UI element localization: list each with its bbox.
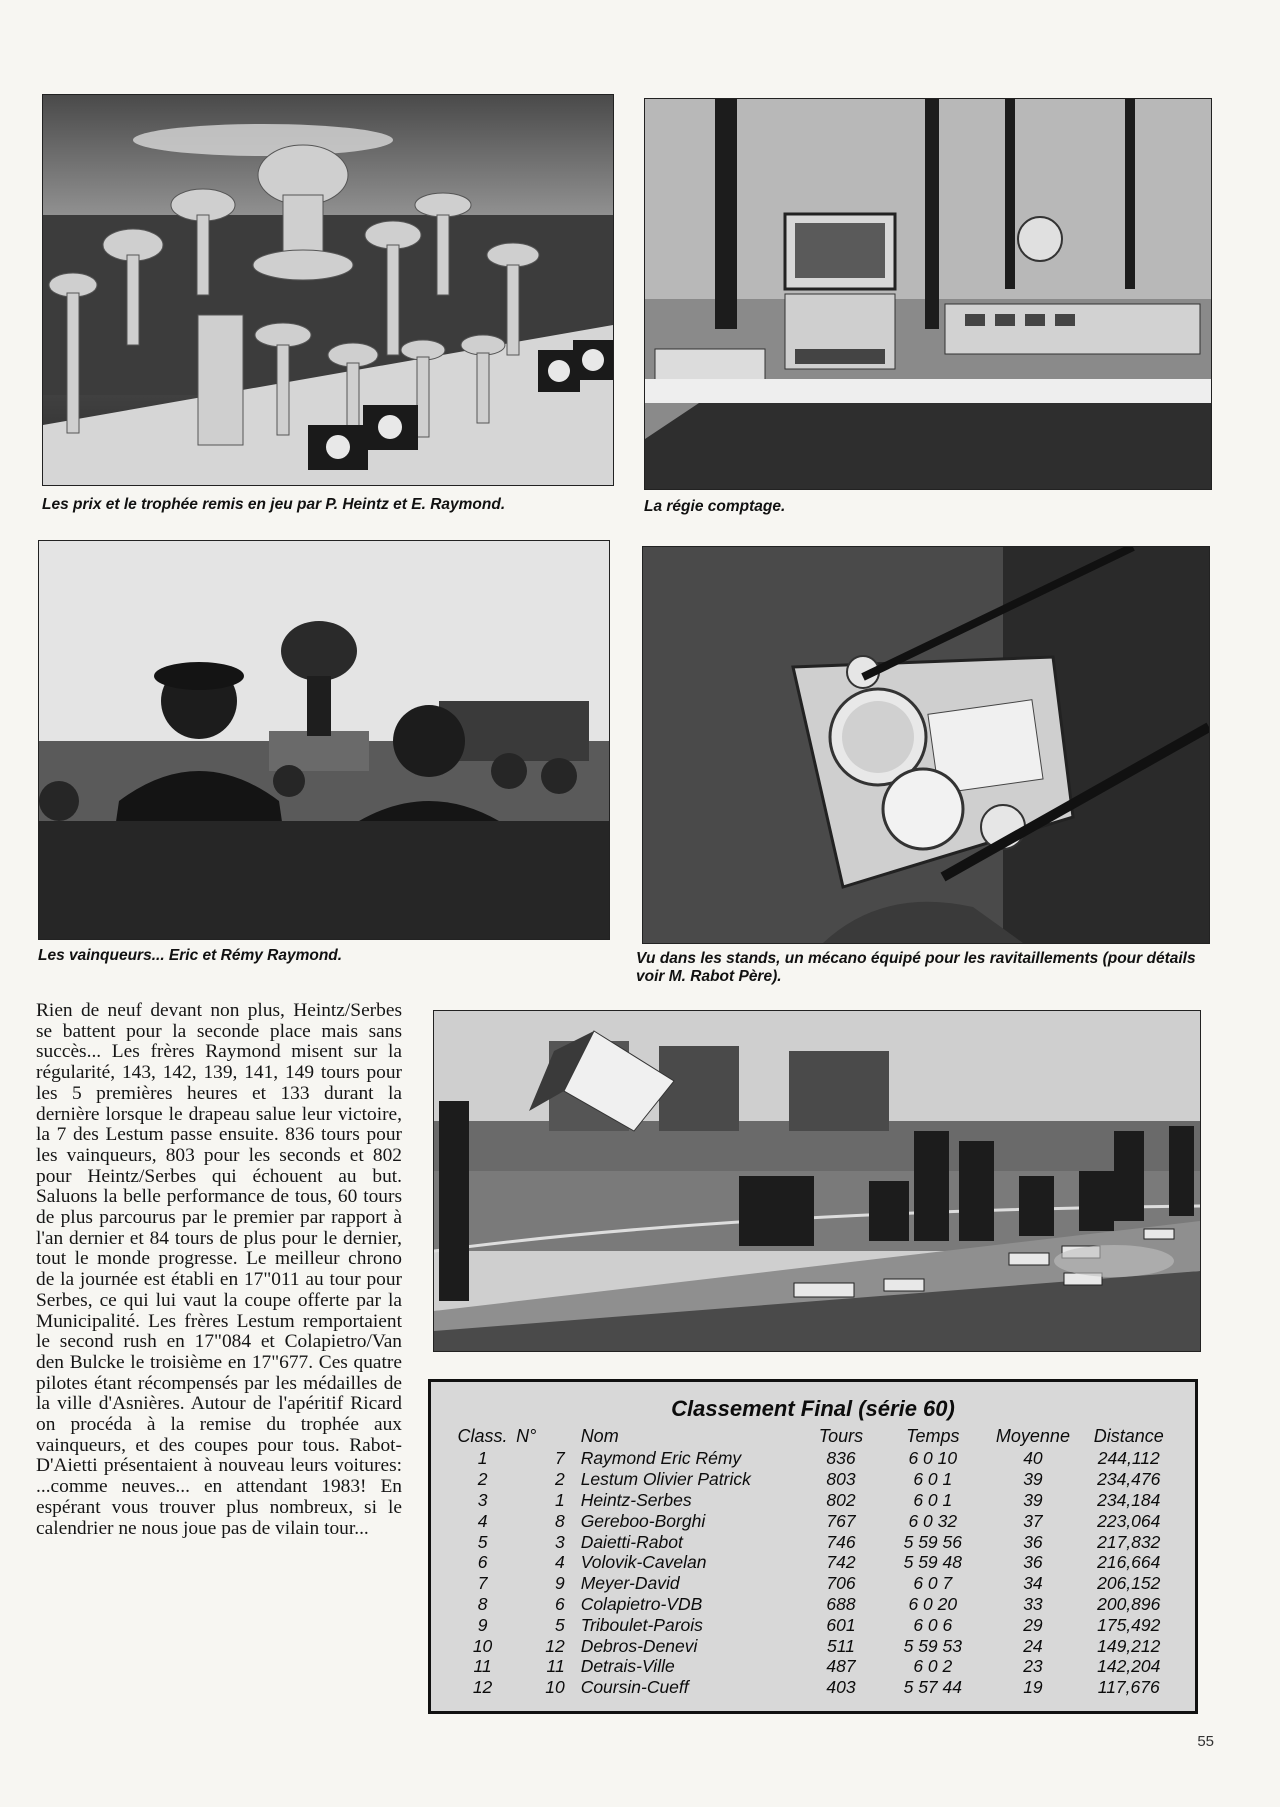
cell-class: 7 xyxy=(477,1573,488,1594)
cell-tours: 487 xyxy=(826,1656,856,1677)
cell-temps: 5 57 44 xyxy=(903,1677,962,1698)
table-row xyxy=(449,1469,1179,1490)
cell-temps: 6 0 20 xyxy=(908,1593,958,1614)
cell-name: Volovik-Cavelan xyxy=(580,1552,707,1573)
cell-tours: 767 xyxy=(826,1510,856,1531)
cell-no: 8 xyxy=(554,1510,565,1531)
cell-name: Debros-Denevi xyxy=(580,1635,698,1656)
cell-name: Raymond Eric Rémy xyxy=(580,1448,742,1469)
table-row xyxy=(449,1531,1179,1552)
cell-temps: 6 0 7 xyxy=(913,1573,953,1594)
cell-tours: 802 xyxy=(826,1489,856,1510)
cell-no: 4 xyxy=(554,1552,565,1573)
cell-temps: 6 0 32 xyxy=(908,1510,958,1531)
header-name: Nom xyxy=(580,1425,619,1446)
table-row xyxy=(449,1635,1179,1656)
cell-distance: 117,676 xyxy=(1097,1677,1160,1698)
header-tours: Tours xyxy=(818,1425,864,1446)
cell-class: 4 xyxy=(477,1510,488,1531)
header-temps: Temps xyxy=(906,1425,960,1446)
cell-tours: 742 xyxy=(826,1552,856,1573)
cell-class: 10 xyxy=(472,1635,493,1656)
caption-regie: La régie comptage. xyxy=(644,498,786,515)
article-body: Rien de neuf devant non plus, Heintz/Serbes se battent pour la seconde place mais sans succès... Les frères Raymond misent sur la régularité, 143, 142, 139, 141, 149 tours pour les 5 premières heures et 133 durant la dernière lorsque le drapeau salue leur victoire, la 7 des Lestum passe ensuite. 836 tours pour les vainqueurs, 803 pour les seconds et 802 pour Heintz/Serbes qui échouent au but. Saluons la belle performance de tous, 60 tours de plus parcourus par le premier par rapport à l'an dernier et 84 tours de plus pour le dernier, tout le monde progresse. Le meilleur chrono de la journée est établi en 17"011 au tour pour Serbes, ce qui lui vaut la coupe offerte par la Municipalité. Les frères Lestum remportaient le second rush en 17"084 et Colapietro/Van den Bulcke le troisième en 17"677. Ces quatre pilotes étant récompensés par les médailles de la ville d'Asnières. Autour de l'apéritif Ricard on procéda à la remise du trophée aux vainqueurs, et des coupes pour tous. Rabot-D'Aietti présentaient à nouveau leurs voitures: ...comme neuves... en attendant 1983! En espérant vous trouver plus nombreux, si le calendrier ne nous joue pas de vilain tour... xyxy=(36,1000,402,1539)
cell-moyenne: 36 xyxy=(1023,1552,1043,1573)
cell-distance: 216,664 xyxy=(1097,1552,1161,1573)
cell-name: Gereboo-Borghi xyxy=(580,1510,706,1531)
cell-temps: 6 0 1 xyxy=(913,1469,953,1490)
photo-vainqueurs xyxy=(38,540,610,940)
cell-distance: 200,896 xyxy=(1097,1593,1161,1614)
cell-moyenne: 19 xyxy=(1023,1677,1043,1698)
cell-name: Triboulet-Parois xyxy=(580,1614,703,1635)
cell-distance: 234,184 xyxy=(1097,1489,1161,1510)
table-row xyxy=(449,1552,1179,1573)
page-number: 55 xyxy=(1197,1733,1214,1750)
cell-temps: 6 0 10 xyxy=(908,1448,958,1469)
cell-no: 5 xyxy=(554,1614,565,1635)
cell-class: 1 xyxy=(477,1448,488,1469)
cell-distance: 244,112 xyxy=(1097,1448,1160,1469)
cell-tours: 706 xyxy=(826,1573,856,1594)
cell-name: Daietti-Rabot xyxy=(580,1531,683,1552)
cell-moyenne: 37 xyxy=(1023,1510,1043,1531)
cell-distance: 149,212 xyxy=(1097,1635,1161,1656)
cell-tours: 803 xyxy=(826,1469,856,1490)
cell-no: 1 xyxy=(554,1489,565,1510)
cell-temps: 5 59 53 xyxy=(903,1635,962,1656)
cell-moyenne: 39 xyxy=(1023,1489,1043,1510)
header-class: Class. xyxy=(457,1425,508,1446)
table-row xyxy=(449,1448,1179,1469)
cell-distance: 206,152 xyxy=(1097,1573,1161,1594)
results-title: Classement Final (série 60) xyxy=(671,1396,955,1421)
table-row xyxy=(449,1490,1179,1511)
table-row xyxy=(449,1573,1179,1594)
cell-distance: 142,204 xyxy=(1097,1656,1161,1677)
caption-vainqueurs: Les vainqueurs... Eric et Rémy Raymond. xyxy=(38,947,343,964)
cell-name: Detrais-Ville xyxy=(580,1656,675,1677)
cell-distance: 234,476 xyxy=(1097,1469,1161,1490)
results-table xyxy=(449,1424,1179,1698)
cell-moyenne: 39 xyxy=(1023,1469,1043,1490)
cell-distance: 217,832 xyxy=(1097,1531,1161,1552)
cell-moyenne: 40 xyxy=(1023,1448,1043,1469)
cell-temps: 5 59 48 xyxy=(903,1552,962,1573)
cell-class: 5 xyxy=(477,1531,488,1552)
cell-no: 11 xyxy=(546,1656,565,1677)
results-body xyxy=(449,1448,1179,1698)
cell-temps: 6 0 2 xyxy=(913,1656,953,1677)
cell-name: Heintz-Serbes xyxy=(580,1489,692,1510)
cell-temps: 6 0 6 xyxy=(913,1614,953,1635)
cell-moyenne: 23 xyxy=(1023,1656,1043,1677)
cell-no: 3 xyxy=(554,1531,565,1552)
table-row xyxy=(449,1594,1179,1615)
header-moyenne: Moyenne xyxy=(995,1425,1070,1446)
cell-distance: 223,064 xyxy=(1097,1510,1161,1531)
cell-moyenne: 36 xyxy=(1023,1531,1043,1552)
cell-class: 3 xyxy=(477,1489,488,1510)
cell-class: 6 xyxy=(477,1552,488,1573)
cell-class: 8 xyxy=(477,1593,488,1614)
cell-name: Meyer-David xyxy=(580,1573,680,1594)
cell-no: 9 xyxy=(554,1573,565,1594)
cell-no: 12 xyxy=(545,1635,565,1656)
cell-tours: 688 xyxy=(826,1593,856,1614)
cell-class: 11 xyxy=(473,1656,492,1677)
cell-no: 6 xyxy=(554,1593,565,1614)
cell-class: 9 xyxy=(477,1614,488,1635)
photo-stands xyxy=(642,546,1210,944)
photo-trophies xyxy=(42,94,614,486)
header-no: N° xyxy=(516,1425,537,1446)
cell-class: 12 xyxy=(472,1677,493,1698)
table-row xyxy=(449,1510,1179,1531)
results-table-box xyxy=(428,1379,1198,1714)
cell-name: Colapietro-VDB xyxy=(580,1593,703,1614)
photo-regie xyxy=(644,98,1212,490)
cell-tours: 403 xyxy=(826,1677,856,1698)
table-row xyxy=(449,1677,1179,1698)
cell-distance: 175,492 xyxy=(1097,1614,1161,1635)
cell-moyenne: 29 xyxy=(1023,1614,1043,1635)
cell-tours: 601 xyxy=(826,1614,856,1635)
cell-moyenne: 33 xyxy=(1023,1593,1043,1614)
table-row xyxy=(449,1614,1179,1635)
cell-no: 10 xyxy=(545,1677,565,1698)
caption-prix: Les prix et le trophée remis en jeu par P. Heintz et E. Raymond. xyxy=(42,496,506,513)
cell-class: 2 xyxy=(477,1469,488,1490)
table-row xyxy=(449,1656,1179,1677)
photo-race xyxy=(433,1010,1201,1352)
header-distance: Distance xyxy=(1093,1425,1164,1446)
cell-tours: 511 xyxy=(827,1635,855,1656)
caption-stands: Vu dans les stands, un mécano équipé pour les ravitaillements (pour détails voir M. Rabot Père). xyxy=(636,950,1196,985)
cell-tours: 746 xyxy=(826,1531,856,1552)
cell-moyenne: 24 xyxy=(1023,1635,1043,1656)
cell-moyenne: 34 xyxy=(1023,1573,1043,1594)
cell-tours: 836 xyxy=(826,1448,856,1469)
results-header-row xyxy=(449,1424,1179,1448)
cell-temps: 5 59 56 xyxy=(903,1531,962,1552)
cell-no: 7 xyxy=(554,1448,565,1469)
cell-no: 2 xyxy=(554,1469,565,1490)
cell-name: Lestum Olivier Patrick xyxy=(580,1469,751,1490)
cell-name: Coursin-Cueff xyxy=(580,1677,689,1698)
cell-temps: 6 0 1 xyxy=(913,1489,953,1510)
